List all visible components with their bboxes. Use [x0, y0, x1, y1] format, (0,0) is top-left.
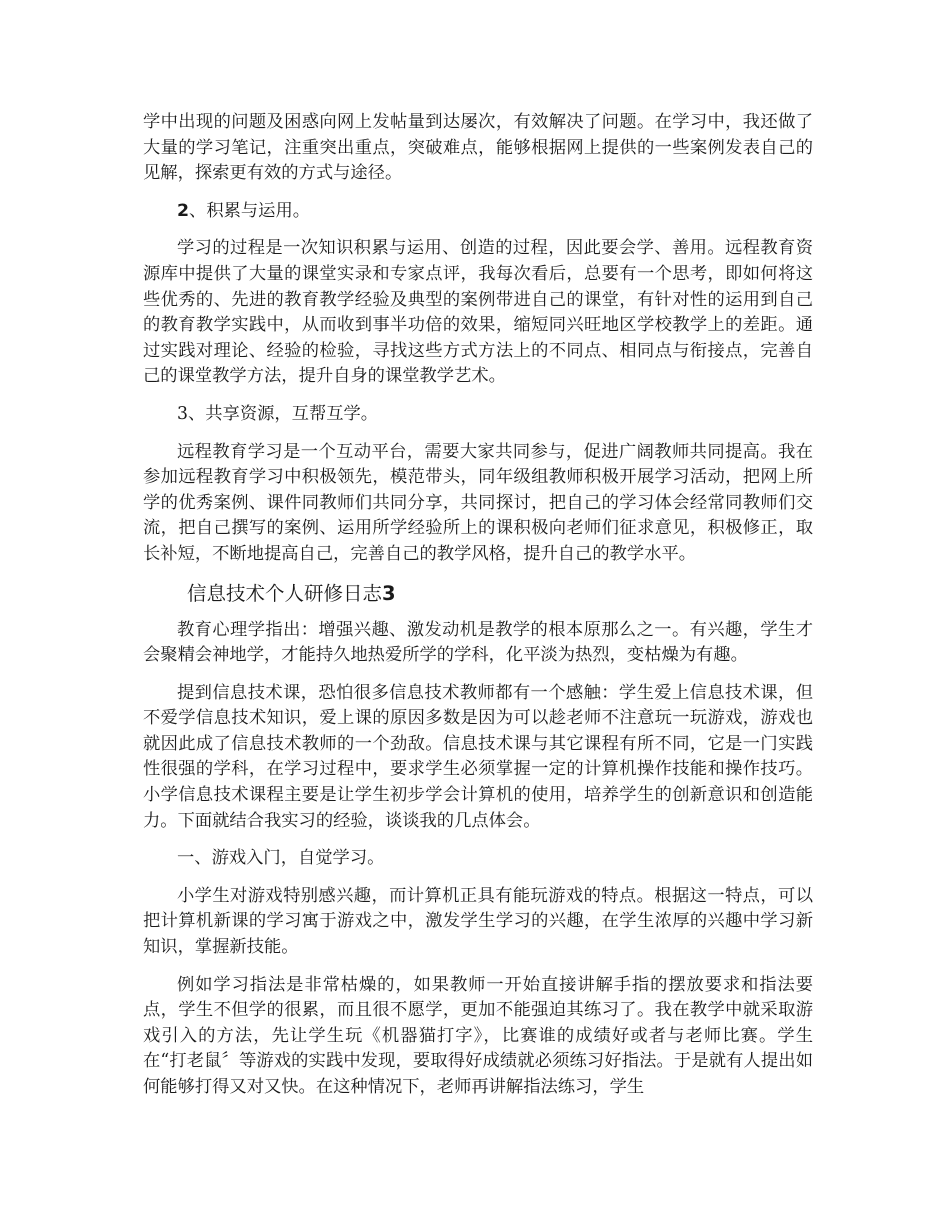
section-heading-number: 3 — [382, 581, 396, 605]
section-item-2-number: 2 — [177, 200, 190, 221]
document-page — [143, 110, 813, 1113]
section-item-one: 一、游戏入门，自觉学习。 — [177, 848, 385, 869]
paragraph-7: 例如学习指法是非常枯燥的，如果教师一开始直接讲解手指的摆放要求和指法要点，学生不但学的很累，而且很不愿学，更加不能强迫其练习了。我在教学中就采取游戏引入的方法，先让学生玩《机器猫打字》，比赛谁的成绩好或者与老师比赛。学生在“打老鼠〞等游戏的实践中发现，要取得好成绩就必须练习好指法。于是就有人提出如何能够打得又对又快。在这种情况下，老师再讲解指法练习，学生 — [143, 974, 813, 1097]
paragraph-2: 学习的过程是一次知识积累与运用、创造的过程，因此要会学、善用。远程教育资源库中提供了大量的课堂实录和专家点评，我每次看后，总要有一个思考，即如何将这些优秀的、先进的教育教学经验及典型的案例带进自己的课堂，有针对性的运用到自己的教育教学实践中，从而收到事半功倍的效果，缩短同兴旺地区学校教学上的差距。通过实践对理论、经验的检验，寻找这些方式方法上的不同点、相同点与衔接点，完善自己的课堂教学方法，提升自身的课堂教学艺术。 — [143, 238, 813, 387]
paragraph-3: 远程教育学习是一个互动平台，需要大家共同参与，促进广阔教师共同提高。我在参加远程教育学习中积极领先，模范带头，同年级组教师积极开展学习活动，把网上所学的优秀案例、课件同教师们共同分享，共同探讨，把自己的学习体会经常同教师们交流，把自己撰写的案例、运用所学经验所上的课积极向老师们征求意见，积极修正，取长补短，不断地提高自己，完善自己的教学风格，提升自己的教学水平。 — [143, 441, 813, 564]
section-item-3: 3、共享资源，互帮互学。 — [177, 403, 379, 424]
paragraph-4: 教育心理学指出：增强兴趣、激发动机是教学的根本原那么之一。有兴趣，学生才会聚精会神地学，才能持久地热爱所学的学科，化平淡为热烈，变枯燥为有趣。 — [143, 619, 813, 666]
paragraph-5: 提到信息技术课，恐怕很多信息技术教师都有一个感触：学生爱上信息技术课，但不爱学信息技术知识，爱上课的原因多数是因为可以趁老师不注意玩一玩游戏，游戏也就因此成了信息技术教师的一个劲敌。信息技术课与其它课程有所不同，它是一门实践性很强的学科，在学习过程中，要求学生必须掌握一定的计算机操作技能和操作技巧。小学信息技术课程主要是让学生初步学会计算机的使用，培养学生的创新意识和创造能力。下面就结合我实习的经验，谈谈我的几点体会。 — [143, 682, 813, 831]
section-item-2-text: 、积累与运用。 — [189, 200, 311, 221]
paragraph-6: 小学生对游戏特别感兴趣，而计算机正具有能玩游戏的特点。根据这一特点，可以把计算机新课的学习寓于游戏之中，激发学生学习的兴趣，在学生浓厚的兴趣中学习新知识，掌握新技能。 — [143, 885, 813, 958]
section-item-2 — [143, 199, 813, 225]
paragraph-1: 学中出现的问题及困惑向网上发帖量到达屡次，有效解决了问题。在学习中，我还做了大量的学习笔记，注重突出重点，突破难点，能够根据网上提供的一些案例发表自己的见解，探索更有效的方式与途径。 — [143, 112, 813, 184]
section-heading-text: 信息技术个人研修日志 — [187, 581, 383, 605]
section-heading — [143, 580, 813, 608]
